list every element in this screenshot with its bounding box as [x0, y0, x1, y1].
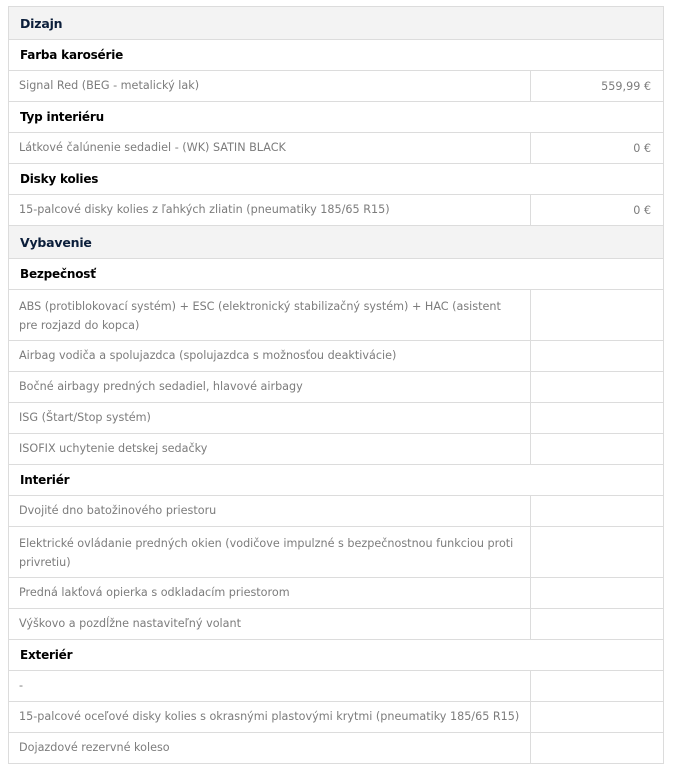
table-row — [9, 290, 663, 341]
table-row — [9, 341, 663, 372]
item-name: Signal Red (BEG - metalický lak) — [9, 71, 531, 101]
table-row — [9, 609, 663, 640]
group-header-bezpecnost: Bezpečnosť — [9, 259, 663, 290]
table-row — [9, 527, 663, 578]
item-price: 559,99 € — [601, 79, 651, 93]
item-price — [531, 578, 663, 608]
item-price — [531, 671, 663, 701]
item-name: Dojazdové rezervné koleso — [9, 733, 531, 763]
section-header-vybavenie: Vybavenie — [9, 226, 663, 259]
item-name: 15-palcové oceľové disky kolies s okrasnými plastovými krytmi (pneumatiky 185/65 R15) — [9, 702, 531, 732]
group-header-disky-kolies: Disky kolies — [9, 164, 663, 195]
item-name: Elektrické ovládanie predných okien (vodičove impulzné s bezpečnostnou funkciou proti privretiu) — [9, 527, 531, 577]
item-price — [531, 290, 663, 340]
item-name: - — [9, 671, 531, 701]
item-price — [531, 702, 663, 732]
item-name: 15-palcové disky kolies z ľahkých zliatin (pneumatiky 185/65 R15) — [9, 195, 531, 225]
table-row — [9, 496, 663, 527]
group-header-farba-karoserie: Farba karosérie — [9, 40, 663, 71]
item-name: ABS (protiblokovací systém) + ESC (elektronický stabilizačný systém) + HAC (asistent pre rozjazd do kopca) — [9, 290, 531, 340]
table-row — [9, 372, 663, 403]
item-price — [531, 403, 663, 433]
item-price — [531, 341, 663, 371]
item-price: 0 € — [633, 141, 651, 155]
item-price — [531, 496, 663, 526]
table-row — [9, 733, 663, 764]
table-row — [9, 71, 663, 102]
item-price — [531, 527, 663, 577]
item-price — [531, 434, 663, 464]
item-name: ISG (Štart/Stop systém) — [9, 403, 531, 433]
table-row — [9, 671, 663, 702]
item-name: Látkové čalúnenie sedadiel - (WK) SATIN BLACK — [9, 133, 531, 163]
section-header-dizajn: Dizajn — [9, 7, 663, 40]
item-name: ISOFIX uchytenie detskej sedačky — [9, 434, 531, 464]
table-row — [9, 403, 663, 434]
table-row — [9, 702, 663, 733]
group-header-exterier: Exteriér — [9, 640, 663, 671]
item-price: 0 € — [633, 203, 651, 217]
item-price — [531, 372, 663, 402]
spec-table — [8, 6, 664, 764]
item-price — [531, 733, 663, 763]
item-name: Výškovo a pozdĺžne nastaviteľný volant — [9, 609, 531, 639]
item-name: Predná lakťová opierka s odkladacím priestorom — [9, 578, 531, 608]
item-name: Airbag vodiča a spolujazdca (spolujazdca s možnosťou deaktivácie) — [9, 341, 531, 371]
table-row — [9, 578, 663, 609]
item-name: Dvojité dno batožinového priestoru — [9, 496, 531, 526]
group-header-interier: Interiér — [9, 465, 663, 496]
table-row — [9, 133, 663, 164]
item-name: Bočné airbagy predných sedadiel, hlavové airbagy — [9, 372, 531, 402]
group-header-typ-interieru: Typ interiéru — [9, 102, 663, 133]
table-row — [9, 434, 663, 465]
item-price — [531, 609, 663, 639]
table-row — [9, 195, 663, 226]
